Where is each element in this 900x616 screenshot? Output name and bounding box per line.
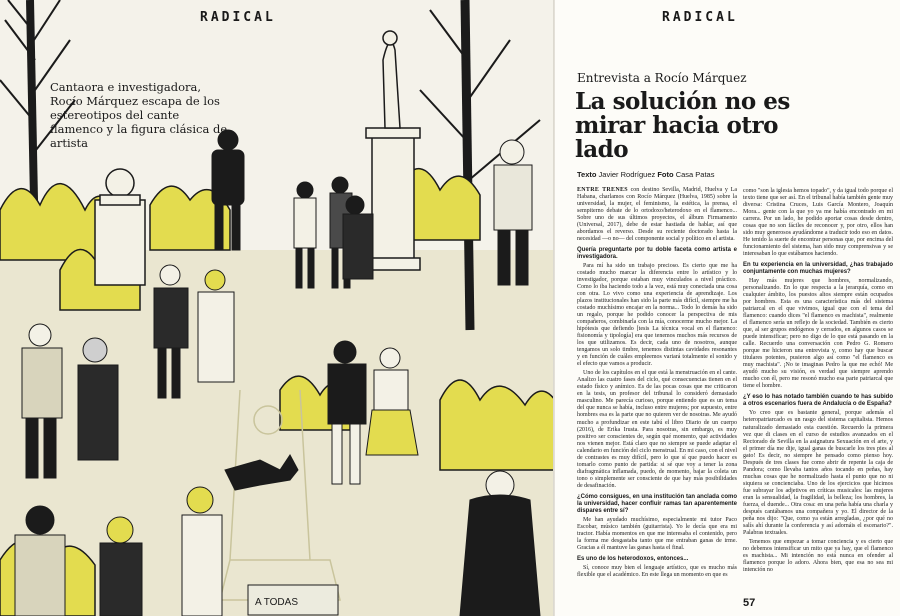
article-column-1 <box>577 187 737 581</box>
lead-caps: ENTRE TRENES <box>577 187 628 193</box>
answer-paragraph: Hay más mujeres que hombres, normalizando, personalizando. En lo que respecta a la jerarquía, como en cualquier ámbito, los puestos altos siempre están ocupados por hombres. Esta es una característica más del sistema patriarcal en el que vivimos, igual que con el tema del flamenco: cuando dices "el flamenco es machista", realmente el flamenco sería un reflejo de la sociedad. También es cierto que, al ser grupos endógenos y cerrados, en algunos casos se puede intensificar; pero no digo de lo que está pasando en la calle. Recuerdo una conversación con Pedro G. Romero porque me hicieron una entrevista y, como hay que buscar titulares potentes, pusieron algo así como "el flamenco es muy machista". ¡No te imaginas Pedro la que me echó! Me ayudó mucho su visión, es verdad que siempre aprendo mucho con él, pero me resonó mucho esa parte patriarcal que tiene el hombre. <box>743 278 893 390</box>
answer-paragraph: como "son la iglesia hemos topado", y da igual todo porque el texto tiene que ser así. En el tribunal había también gente muy diversa: Cristina Cruces, Luis García Montero, Joaquín Mora... gente con la que yo ya me había encontrado en mi carrera. Por un lado, he podido aportar cosas desde dentro, cosas que no son fáciles de reconocer y, por otro, ellos han sido muy generosos ayudándome a traducir todo eso en datos. He tenido la suerte de encontrar personas que, por encima del funcionamiento del sistema, han sido muy comprensivas y se interesaban lo que estábamos haciendo. <box>743 188 893 258</box>
intro-text: Cantaora e investigadora, Rocío Márquez escapa de los estereotipos del cante flamenco y la figura clásica de artista <box>50 80 228 150</box>
lead-text: con destino Sevilla, Madrid, Huelva y La Habana, charlamos con Rocío Márquez (Huelva, 1985) sobre la universidad, la mujer, el feminismo, la estética, la prensa, el sempiterno debate de lo ortodoxo/heterodoxo en el flamenco... Sobre uno de sus últimos proyectos, el álbum Firmamento (Universal, 2017), debe de estar hastiada de hablar, así que abordamos el reverso. Desde su reciente doctorado hasta la necesidad —o no— del componente social y político en el artista. <box>577 187 737 243</box>
section-label: RADICAL <box>662 10 738 25</box>
answer-paragraph: Me han ayudado muchísimo, especialmente mi tutor Paco Escobar, músico también (guitarrista). Yo le decía que era mi tractor. Había momentos en que me interesaba el contenido, pero la forma me desgastaba tanto que me entraban ganas de irme. Gracias a él mantuve las ganas hasta el final. <box>577 516 737 551</box>
question: En tu experiencia en la universidad, ¿has trabajado conjuntamente con muchas mujeres? <box>743 262 893 276</box>
credit-text-label: Texto <box>577 170 597 179</box>
question: Es uno de los heterodoxos, entonces... <box>577 555 689 562</box>
answer-paragraph: Uno de los capítulos en el que está la menstruación en el cante. Analizo las cuatro fases del ciclo, qué consecuencias tienen en el estado físico y anímico. Es de las pocas cosas que me criticaron en la tesis, un profesor del tribunal lo consideró demasiado masculino. Me parecía curioso, porque entiendo que es un tema del que nunca se había, incluso entre mujeres; por supuesto, entre hombres esa es la parte que no quieren ver de nosotras. Me ayudó mucho a profundizar en este tabú el libro Diario de un cuerpo (2016), de Erika Irusta. Para nosotras, sin embargo, es muy positivo ser conscientes de, según qué momento, qué actividades nos vienen mejor. Está claro que no siempre se puede adaptar el calendario en función del ciclo menstrual. En mi caso, con el nivel de contrastes es muy difícil, pero lo que sí que puedo hacer es tomarlo como punto de partida: si sé que voy a tener la zona diafragmática inflamada, puedo, de momento, bajar la coleta un tono o simplemente ser consciente de que hay más posibilidades de desafinación. <box>577 370 737 489</box>
page-number: 57 <box>743 597 756 609</box>
right-page <box>555 0 900 616</box>
credit-text-author: Javier Rodríguez <box>598 170 656 179</box>
credit-photo-label: Foto <box>657 170 674 179</box>
statue-column <box>366 31 420 270</box>
kicker: Entrevista a Rocío Márquez <box>577 71 747 85</box>
question: ¿Cómo consigues, en una institución tan anclada como la universidad, hacer confluir ramas tan aparentemente dispares entre sí? <box>577 493 737 514</box>
bust-pedestal <box>95 169 145 285</box>
section-label: RADICAL <box>200 10 276 25</box>
answer-paragraph: Yo creo que es bastante general, porque además el heteropatriarcado es un rasgo del sistema capitalista. Hemos naturalizado demasiado esta cuestión. Recuerdo la primera vez que di clases en el curso de estudios avanzados en el Rectorado de Sevilla en la asignatura Sexuación en el arte, y el primer día me dije, igual ganas de buscarle los tres pies al gato! Es decir, no siempre he pensado como pienso hoy. Después de tres clases fue como abrir de repente la caja de Pandora; como llevaba tantos años tocando en peñas, hay muchas cosas que he normalizado hasta el punto que no ni siquiera se concienciaba. Uno de los ejercicios que hicimos fue subrayar los adjetivos en críticas musicales: las mujeres eran la sensualidad, la fragilidad, la belleza; los hombres, la fuerza, el duende... Otra cosa: en una peña había una charla y después cantábamos una compañera y yo. El director de la peña nos dijo: "Que, como ya están arregladas, ¿por qué no salís ahí durante la conferencia y así adornáis el escenario?". Palabras textuales. <box>743 410 893 536</box>
answer-paragraph: Tenemos que empezar a tomar conciencia y es cierto que no debemos intensificar un mito que ya hay, que el flamenco es machista... Mi intención no está nunca en ofender al flamenco porque lo adoro. Ahora bien, que esa no sea mi intención no <box>743 538 893 573</box>
lead-paragraph <box>577 187 737 243</box>
credit-photo-author: Casa Patas <box>675 170 715 179</box>
article-column-2 <box>743 188 893 576</box>
credits <box>577 170 714 179</box>
plinth-sign-text: A TODAS <box>255 597 298 608</box>
answer-paragraph: Para mí ha sido un trabajo precioso. Es cierto que me ha costado mucho marcar la diferencia entre lo artístico y lo investigador, porque estaban muy vinculados a nivel práctico. Como lo iba haciendo todo a la vez, está muy conectada una cosa con otra. Lo vivo como una experiencia de aprendizaje. Los plazos institucionales han sido la parte más difícil, siempre me ha costado muchísimo encajar en la norma... Todo lo demás ha sido un regalo, porque he podido conocer la perspectiva de mis compañeros, combinarla con la mía, conocerme mucho mejor. La hipótesis que defiendo [tesis La técnica vocal en el flamenco: fisionomía y tipología] era que tenemos muchos más recursos de los que utilizamos. Es decir, cada uno de nosotros, aunque tengamos un solo timbre, tenemos distintas cavidades resonantes y en función de cuáles empleemos variará totalmente el sonido y el efecto que vamos a producir. <box>577 263 737 368</box>
answer-paragraph: Sí, conoce muy bien el lenguaje artístico, que es mucho más flexible que el académico. En este llega un momento en que es <box>577 564 737 578</box>
question: Quería preguntarte por tu doble faceta como artista e investigadora. <box>577 247 737 261</box>
question: ¿Y eso lo has notado también cuando te has subido a otros escenarios fuera de Andalucía o de España? <box>743 394 893 408</box>
headline: La solución no es mirar hacia otro lado <box>575 88 790 163</box>
